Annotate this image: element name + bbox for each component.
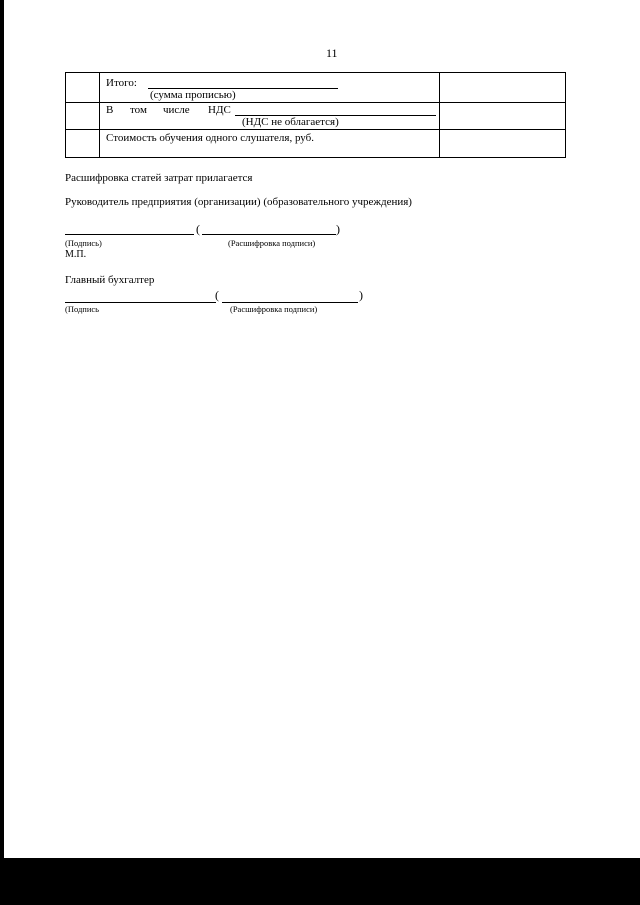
- accountant-open-paren: (: [215, 288, 219, 302]
- head-sign-caption: (Подпись): [65, 238, 102, 248]
- head-decode-line: [202, 234, 336, 235]
- vat-label-word: числе: [163, 104, 190, 116]
- head-open-paren: (: [196, 222, 200, 236]
- accountant-close-paren: ): [359, 288, 363, 302]
- table-row-divider: [66, 102, 565, 103]
- accountant-title: Главный бухгалтер: [65, 274, 155, 286]
- head-title: Руководитель предприятия (организации) (образовательного учреждения): [65, 196, 412, 208]
- accountant-sign-caption: (Подпись: [65, 304, 100, 314]
- page-number: 11: [326, 46, 338, 60]
- accountant-decode-caption: (Расшифровка подписи): [230, 304, 318, 314]
- stamp-mark: М.П.: [65, 249, 87, 260]
- accountant-decode-line: [222, 302, 358, 303]
- vat-label-word: том: [130, 104, 147, 116]
- attachment-note: Расшифровка статей затрат прилагается: [65, 172, 253, 184]
- document-page: [4, 0, 640, 858]
- total-label: Итого:: [106, 77, 137, 89]
- cost-table: [65, 72, 566, 158]
- accountant-signature-line: [65, 302, 216, 303]
- table-column-divider: [99, 73, 100, 157]
- vat-label-word: НДС: [208, 104, 231, 116]
- vat-label-word: В: [106, 104, 114, 116]
- table-column-divider: [439, 73, 440, 157]
- head-close-paren: ): [336, 222, 340, 236]
- head-decode-caption: (Расшифровка подписи): [228, 238, 316, 248]
- table-row-divider: [66, 129, 565, 130]
- vat-caption: (НДС не облагается): [242, 116, 339, 128]
- scan-bottom-edge: [0, 858, 640, 905]
- head-signature-line: [65, 234, 194, 235]
- total-amount-caption: (сумма прописью): [150, 89, 236, 101]
- per-student-cost-label: Стоимость обучения одного слушателя, руб.: [106, 132, 314, 144]
